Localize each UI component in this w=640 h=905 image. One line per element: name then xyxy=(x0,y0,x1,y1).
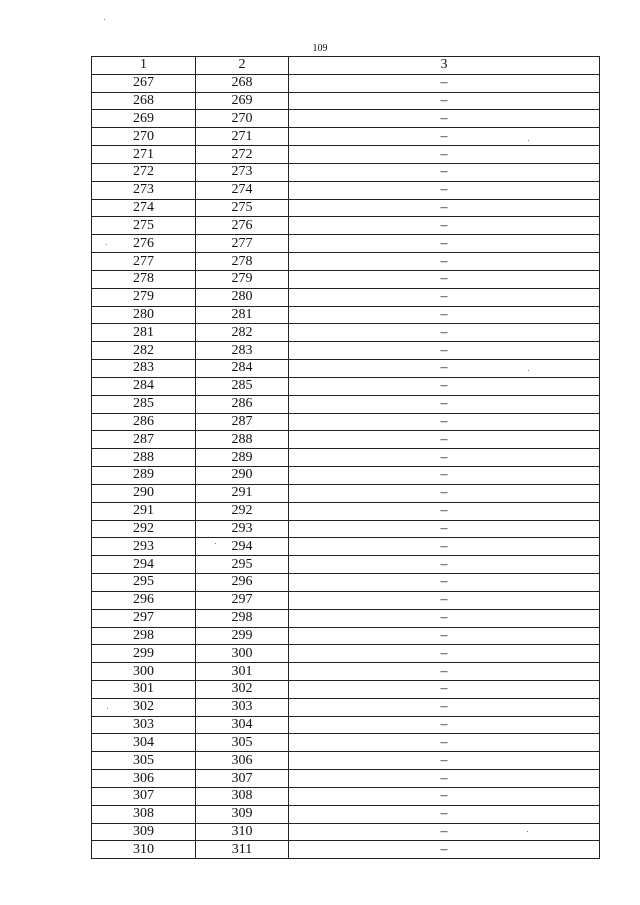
table-row xyxy=(92,770,600,788)
table-cell-col-1: 299 xyxy=(92,645,196,663)
table-cell-col-1: 272 xyxy=(92,163,196,181)
table-cell-col-3: – xyxy=(289,787,600,805)
table-cell-col-3: – xyxy=(289,217,600,235)
table-cell-col-2: 279 xyxy=(196,270,289,288)
table-cell-col-3: – xyxy=(289,716,600,734)
table-row xyxy=(92,146,600,164)
table-row xyxy=(92,377,600,395)
table-cell-col-2: 282 xyxy=(196,324,289,342)
table-cell-col-1: 293 xyxy=(92,538,196,556)
table-cell-col-2: 289 xyxy=(196,449,289,467)
table-cell-col-3: – xyxy=(289,92,600,110)
scan-speck xyxy=(104,19,105,20)
table-cell-col-3: – xyxy=(289,645,600,663)
table-cell-col-3: – xyxy=(289,574,600,592)
table-cell-col-3: – xyxy=(289,609,600,627)
table-cell-col-3: – xyxy=(289,395,600,413)
table-cell-col-1: 267 xyxy=(92,74,196,92)
table-cell-col-2: 301 xyxy=(196,663,289,681)
table-row xyxy=(92,413,600,431)
table-cell-col-1: 285 xyxy=(92,395,196,413)
table-row xyxy=(92,74,600,92)
table-cell-col-1: 301 xyxy=(92,680,196,698)
table-cell-col-3: – xyxy=(289,823,600,841)
table-cell-col-2: 294 xyxy=(196,538,289,556)
table-cell-col-2: 291 xyxy=(196,484,289,502)
table-cell-col-2: 280 xyxy=(196,288,289,306)
table-cell-col-2: 286 xyxy=(196,395,289,413)
table-row xyxy=(92,324,600,342)
column-header-3: 3 xyxy=(289,57,600,75)
table-cell-col-2: 304 xyxy=(196,716,289,734)
table-cell-col-1: 298 xyxy=(92,627,196,645)
table-cell-col-2: 278 xyxy=(196,253,289,271)
table-cell-col-1: 306 xyxy=(92,770,196,788)
table-row xyxy=(92,92,600,110)
table-cell-col-3: – xyxy=(289,128,600,146)
table-cell-col-2: 281 xyxy=(196,306,289,324)
table-cell-col-2: 309 xyxy=(196,805,289,823)
table-cell-col-3: – xyxy=(289,377,600,395)
scan-speck xyxy=(527,831,528,832)
table-cell-col-2: 302 xyxy=(196,680,289,698)
table-cell-col-1: 277 xyxy=(92,253,196,271)
table-row xyxy=(92,645,600,663)
scan-speck xyxy=(107,708,108,709)
table-cell-col-2: 283 xyxy=(196,342,289,360)
data-table xyxy=(91,56,600,859)
table-cell-col-1: 275 xyxy=(92,217,196,235)
table-row xyxy=(92,431,600,449)
table-cell-col-1: 304 xyxy=(92,734,196,752)
table-cell-col-2: 284 xyxy=(196,360,289,378)
table-cell-col-3: – xyxy=(289,110,600,128)
table-cell-col-2: 298 xyxy=(196,609,289,627)
page-number: 109 xyxy=(312,43,328,54)
table-cell-col-2: 269 xyxy=(196,92,289,110)
table-cell-col-2: 273 xyxy=(196,163,289,181)
table-cell-col-2: 274 xyxy=(196,181,289,199)
table-cell-col-3: – xyxy=(289,591,600,609)
table-cell-col-1: 283 xyxy=(92,360,196,378)
table-cell-col-3: – xyxy=(289,288,600,306)
table-cell-col-3: – xyxy=(289,253,600,271)
table-row xyxy=(92,306,600,324)
table-cell-col-3: – xyxy=(289,663,600,681)
table-cell-col-2: 287 xyxy=(196,413,289,431)
table-cell-col-1: 308 xyxy=(92,805,196,823)
table-cell-col-3: – xyxy=(289,538,600,556)
table-cell-col-1: 273 xyxy=(92,181,196,199)
table-row xyxy=(92,467,600,485)
table-body xyxy=(92,74,600,858)
table-row xyxy=(92,841,600,859)
table-row xyxy=(92,752,600,770)
table-cell-col-2: 288 xyxy=(196,431,289,449)
table-cell-col-1: 289 xyxy=(92,467,196,485)
table-cell-col-3: – xyxy=(289,770,600,788)
table-row xyxy=(92,591,600,609)
table-cell-col-3: – xyxy=(289,146,600,164)
table-cell-col-3: – xyxy=(289,413,600,431)
table-cell-col-2: 311 xyxy=(196,841,289,859)
table-cell-col-1: 278 xyxy=(92,270,196,288)
table-row xyxy=(92,698,600,716)
table-cell-col-3: – xyxy=(289,556,600,574)
table-cell-col-2: 296 xyxy=(196,574,289,592)
table-cell-col-3: – xyxy=(289,270,600,288)
table-cell-col-3: – xyxy=(289,680,600,698)
table-cell-col-1: 286 xyxy=(92,413,196,431)
table-cell-col-1: 279 xyxy=(92,288,196,306)
table-cell-col-1: 292 xyxy=(92,520,196,538)
table-cell-col-3: – xyxy=(289,342,600,360)
table-cell-col-2: 275 xyxy=(196,199,289,217)
table-row xyxy=(92,680,600,698)
table-cell-col-3: – xyxy=(289,360,600,378)
table-row xyxy=(92,270,600,288)
table-cell-col-3: – xyxy=(289,502,600,520)
table-row xyxy=(92,217,600,235)
table-row xyxy=(92,805,600,823)
table-cell-col-3: – xyxy=(289,324,600,342)
table-row xyxy=(92,574,600,592)
table-cell-col-2: 299 xyxy=(196,627,289,645)
table-cell-col-1: 303 xyxy=(92,716,196,734)
table-cell-col-1: 268 xyxy=(92,92,196,110)
table-cell-col-1: 310 xyxy=(92,841,196,859)
table-cell-col-2: 277 xyxy=(196,235,289,253)
table-cell-col-1: 274 xyxy=(92,199,196,217)
table-cell-col-3: – xyxy=(289,74,600,92)
table-row xyxy=(92,199,600,217)
table-row xyxy=(92,235,600,253)
table-cell-col-2: 307 xyxy=(196,770,289,788)
table-cell-col-1: 270 xyxy=(92,128,196,146)
table-row xyxy=(92,823,600,841)
scan-speck xyxy=(106,244,107,245)
table-cell-col-2: 276 xyxy=(196,217,289,235)
table-row xyxy=(92,181,600,199)
table-cell-col-3: – xyxy=(289,449,600,467)
table-row xyxy=(92,360,600,378)
table-cell-col-3: – xyxy=(289,841,600,859)
table-cell-col-2: 290 xyxy=(196,467,289,485)
table-cell-col-2: 300 xyxy=(196,645,289,663)
scan-speck xyxy=(215,543,216,544)
table-cell-col-1: 294 xyxy=(92,556,196,574)
scan-speck xyxy=(528,370,529,371)
scan-speck xyxy=(528,140,529,141)
table-cell-col-1: 269 xyxy=(92,110,196,128)
table-cell-col-2: 310 xyxy=(196,823,289,841)
table-row xyxy=(92,163,600,181)
table-cell-col-3: – xyxy=(289,752,600,770)
table-cell-col-3: – xyxy=(289,235,600,253)
table-cell-col-2: 308 xyxy=(196,787,289,805)
table-row xyxy=(92,342,600,360)
table-cell-col-1: 305 xyxy=(92,752,196,770)
table-cell-col-2: 292 xyxy=(196,502,289,520)
table-row xyxy=(92,556,600,574)
table-cell-col-3: – xyxy=(289,520,600,538)
table-cell-col-3: – xyxy=(289,805,600,823)
table-header-row xyxy=(92,57,600,75)
table-cell-col-3: – xyxy=(289,734,600,752)
table-cell-col-1: 280 xyxy=(92,306,196,324)
table-row xyxy=(92,395,600,413)
table-cell-col-2: 268 xyxy=(196,74,289,92)
table-cell-col-2: 270 xyxy=(196,110,289,128)
table-row xyxy=(92,734,600,752)
table-row xyxy=(92,609,600,627)
table-row xyxy=(92,538,600,556)
table-cell-col-1: 271 xyxy=(92,146,196,164)
table-cell-col-1: 281 xyxy=(92,324,196,342)
column-header-1: 1 xyxy=(92,57,196,75)
table-cell-col-2: 305 xyxy=(196,734,289,752)
table-cell-col-3: – xyxy=(289,484,600,502)
table-row xyxy=(92,253,600,271)
table-cell-col-1: 276 xyxy=(92,235,196,253)
table-cell-col-2: 285 xyxy=(196,377,289,395)
table-row xyxy=(92,110,600,128)
table-cell-col-3: – xyxy=(289,306,600,324)
table-cell-col-3: – xyxy=(289,163,600,181)
table-row xyxy=(92,520,600,538)
table-cell-col-1: 309 xyxy=(92,823,196,841)
table-row xyxy=(92,787,600,805)
column-header-2: 2 xyxy=(196,57,289,75)
table-cell-col-1: 291 xyxy=(92,502,196,520)
table-cell-col-2: 297 xyxy=(196,591,289,609)
table-cell-col-1: 284 xyxy=(92,377,196,395)
table-cell-col-3: – xyxy=(289,181,600,199)
table-cell-col-2: 306 xyxy=(196,752,289,770)
table-cell-col-1: 282 xyxy=(92,342,196,360)
table-cell-col-1: 287 xyxy=(92,431,196,449)
table-cell-col-1: 295 xyxy=(92,574,196,592)
table-cell-col-2: 295 xyxy=(196,556,289,574)
table-cell-col-3: – xyxy=(289,698,600,716)
table-cell-col-2: 272 xyxy=(196,146,289,164)
table-row xyxy=(92,502,600,520)
table-cell-col-1: 288 xyxy=(92,449,196,467)
table-cell-col-3: – xyxy=(289,627,600,645)
table-row xyxy=(92,716,600,734)
table-cell-col-1: 302 xyxy=(92,698,196,716)
table-cell-col-3: – xyxy=(289,431,600,449)
table-cell-col-3: – xyxy=(289,199,600,217)
table-row xyxy=(92,128,600,146)
table-row xyxy=(92,663,600,681)
table-cell-col-1: 297 xyxy=(92,609,196,627)
table-cell-col-1: 300 xyxy=(92,663,196,681)
table-row xyxy=(92,449,600,467)
table-cell-col-1: 290 xyxy=(92,484,196,502)
table-cell-col-2: 293 xyxy=(196,520,289,538)
table-cell-col-3: – xyxy=(289,467,600,485)
table-row xyxy=(92,288,600,306)
table-row xyxy=(92,627,600,645)
table-cell-col-1: 307 xyxy=(92,787,196,805)
table-row xyxy=(92,484,600,502)
table-cell-col-2: 303 xyxy=(196,698,289,716)
table-cell-col-1: 296 xyxy=(92,591,196,609)
table-cell-col-2: 271 xyxy=(196,128,289,146)
